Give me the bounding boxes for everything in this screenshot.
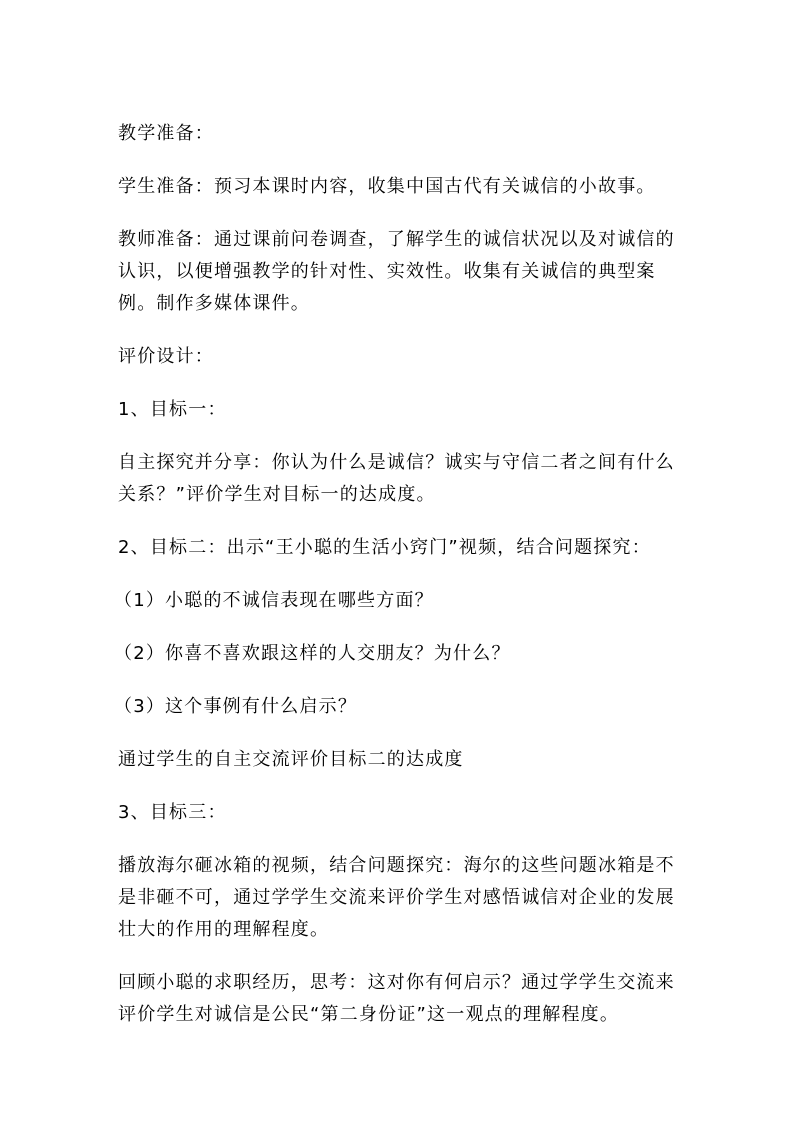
question-one: （1）小聪的不诚信表现在哪些方面？ — [114, 590, 434, 611]
section-heading-evaluation: 评价设计： — [118, 346, 214, 367]
review-paragraph: 回顾小聪的求职经历，思考：这对你有何启示？通过学学生交流来评价学生对诚信是公民“第二身份证”这一观点的理解程度。 — [118, 972, 675, 1025]
goal-one-heading: 1、目标一： — [118, 399, 227, 420]
question-two: （2）你喜不喜欢跟这样的人交朋友？为什么？ — [114, 643, 511, 664]
goal-three-heading: 3、目标三： — [118, 802, 227, 823]
question-three: （3）这个事例有什么启示？ — [114, 696, 358, 717]
teacher-preparation-paragraph: 教师准备：通过课前问卷调查，了解学生的诚信状况以及对诚信的认识，以便增强教学的针对性、实效性。收集有关诚信的典型案例。制作多媒体课件。 — [118, 229, 675, 314]
goal-three-paragraph: 播放海尔砸冰箱的视频，结合问题探究：海尔的这些问题冰箱是不是非砸不可，通过学学生交流来评价学生对感悟诚信对企业的发展壮大的作用的理解程度。 — [118, 855, 675, 940]
section-heading-preparation: 教学准备： — [118, 123, 214, 144]
document-body — [114, 118, 678, 1031]
goal-two-heading: 2、目标二：出示“王小聪的生活小窍门”视频，结合问题探究： — [118, 537, 651, 558]
student-preparation-paragraph: 学生准备：预习本课时内容，收集中国古代有关诚信的小故事。 — [118, 176, 656, 197]
goal-two-evaluation: 通过学生的自主交流评价目标二的达成度 — [118, 749, 464, 770]
goal-one-paragraph: 自主探究并分享：你认为什么是诚信？诚实与守信二者之间有什么关系？”评价学生对目标一的达成度。 — [118, 452, 675, 505]
